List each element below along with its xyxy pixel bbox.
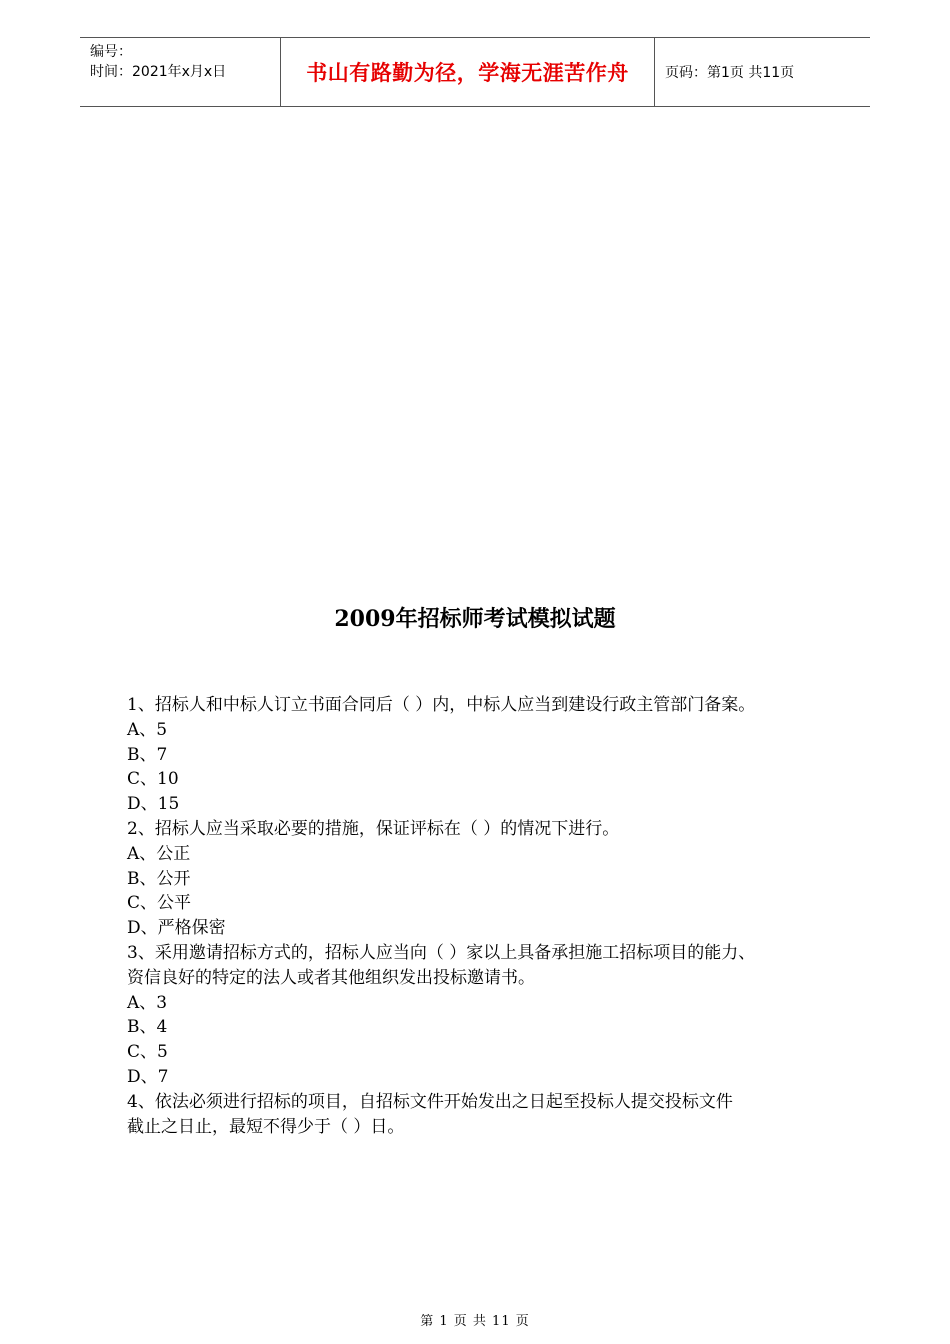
- option-line: B、7: [127, 744, 168, 765]
- option-line: C、10: [127, 769, 179, 790]
- question-line: 3、采用邀请招标方式的，招标人应当向（ ）家以上具备承担施工招标项目的能力、: [127, 942, 756, 963]
- question-line: 4、依法必须进行招标的项目，自招标文件开始发出之日起至投标人提交投标文件: [127, 1091, 733, 1112]
- option-line: A、3: [127, 992, 168, 1013]
- header-meta-cell: [80, 38, 281, 106]
- option-line: A、公正: [127, 843, 191, 864]
- header-page-cell: [655, 38, 870, 106]
- document-number-label: 编号：: [90, 44, 132, 60]
- header-motto: 书山有路勤为径，学海无涯苦作舟: [306, 60, 629, 85]
- page-header: [80, 37, 870, 107]
- page-footer: 第 1 页 共 11 页: [420, 1314, 530, 1329]
- option-line: C、5: [127, 1042, 168, 1063]
- option-line: C、公平: [127, 893, 192, 914]
- document-title: 2009年招标师考试模拟试题: [334, 606, 616, 632]
- question-line-continued: 资信良好的特定的法人或者其他组织发出投标邀请书。: [127, 967, 535, 988]
- header-page-info: 页码：第1页 共11页: [665, 65, 795, 81]
- option-line: D、7: [127, 1066, 169, 1087]
- question-line: 1、招标人和中标人订立书面合同后（ ）内，中标人应当到建设行政主管部门备案。: [127, 695, 756, 715]
- document-date-label: 时间：2021年x月x日: [90, 64, 227, 80]
- option-line: D、严格保密: [127, 918, 226, 939]
- option-line: B、4: [127, 1017, 168, 1038]
- question-line: 2、招标人应当采取必要的措施，保证评标在（ ）的情况下进行。: [127, 818, 620, 839]
- option-line: D、15: [127, 794, 180, 815]
- question-line-continued: 截止之日止，最短不得少于（ ）日。: [127, 1116, 405, 1137]
- option-line: A、5: [127, 719, 168, 740]
- header-motto-cell: [281, 38, 655, 106]
- option-line: B、公开: [127, 868, 191, 889]
- question-content: [127, 693, 842, 1139]
